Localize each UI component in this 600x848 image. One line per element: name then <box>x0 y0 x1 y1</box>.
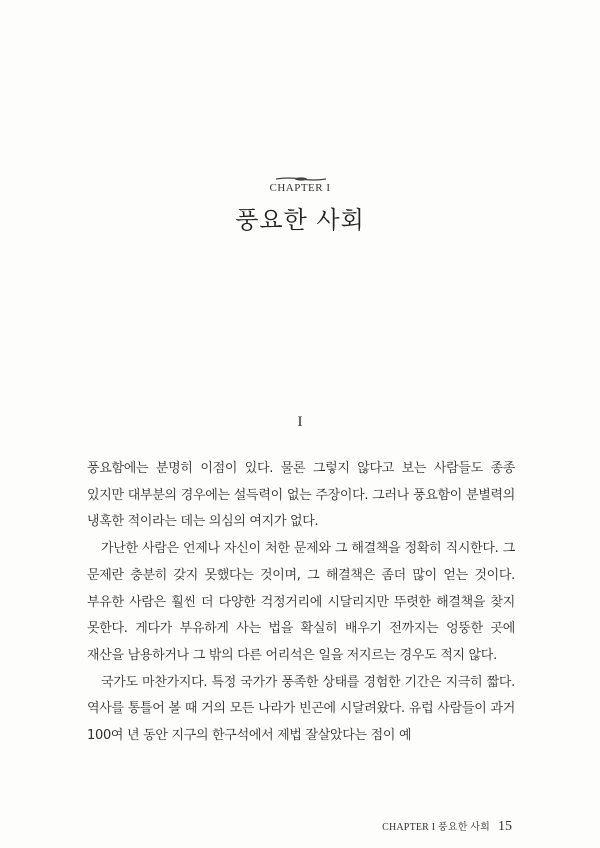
chapter-title: 풍요한 사회 <box>235 206 365 234</box>
paragraph: 풍요함에는 분명히 이점이 있다. 물론 그렇지 않다고 보는 사람들도 종종 있지만 대부분의 경우에는 설득력이 없는 주장이다. 그러나 풍요함이 분별력의 냉혹한 적이라는 데는 의심의 여지가 없다. <box>87 461 515 530</box>
running-head: CHAPTER I 풍요한 사회 <box>382 822 490 833</box>
chapter-label: CHAPTER I <box>269 182 331 194</box>
page-footer <box>382 817 512 835</box>
section-number: I <box>297 414 303 430</box>
paragraph: 국가도 마찬가지다. 특정 국가가 풍족한 상태를 경험한 기간은 지극히 짧다. 역사를 통틀어 볼 때 거의 모든 나라가 빈곤에 시달려왔다. 유럽 사람들이 과거 100여 년 동안 지구의 한구석에서 제법 잘살았다는 점이 예 <box>87 674 515 744</box>
paragraph: 가난한 사람은 언제나 자신이 처한 문제와 그 해결책을 정확히 직시한다. 그 문제란 충분히 갖지 못했다는 것이며, 그 해결책은 좀더 많이 얻는 것이다. 부유한 사람은 훨씬 더 다양한 걱정거리에 시달리지만 뚜렷한 해결책을 찾지 못한다. 게다가 부유하게 사는 법을 확실히 배우기 전까지는 엉뚱한 곳에 재산을 남용하거나 그 밖의 다른 어리석은 일을 저지르는 경우도 적지 않다. <box>87 541 515 663</box>
body-text <box>87 456 515 750</box>
page-number: 15 <box>498 819 512 834</box>
